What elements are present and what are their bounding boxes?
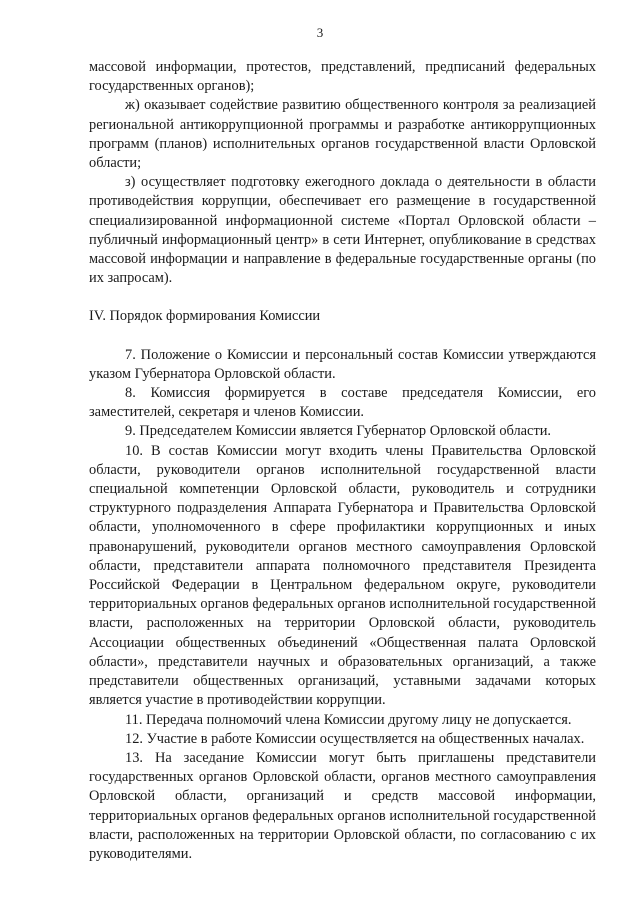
paragraph-13: 13. На заседание Комиссии могут быть приглашены представители государственных органов Орловской области, органов местного самоуправления Орловской области, организаций и средств массовой информации, территориальных органов федеральных органов исполнительной государственной власти, расположенных на территории Орловской области, по согласованию с их руководителями. [89,749,596,862]
document-body [89,58,596,864]
section-title: IV. Порядок формирования Комиссии [89,308,321,325]
paragraph-11: 11. Передача полномочий члена Комиссии другому лицу не допускается. [125,711,572,728]
paragraph-12: 12. Участие в работе Комиссии осуществляется на общественных началах. [125,730,585,747]
page-number: 3 [316,25,324,40]
spacer [89,288,596,307]
paragraph-7: 7. Положение о Комиссии и персональный состав Комиссии утверждаются указом Губернатора Орловской области. [89,346,596,382]
paragraph-continuation: массовой информации, протестов, представлений, предписаний федеральных государственных органов); [89,59,596,95]
paragraph-8: 8. Комиссия формируется в составе председателя Комиссии, его заместителей, секретаря и членов Комиссии. [89,385,596,421]
paragraph-10: 10. В состав Комиссии могут входить члены Правительства Орловской области, руководители органов исполнительной государственной власти специальной компетенции Орловской области, руководитель и сотрудники структурного подразделения Аппарата Губернатора и Правительства Орловской области, уполномоченного в сфере профилактики коррупционных и иных правонарушений, руководители органов местного самоуправления Орловской области, представители аппарата полномочного представителя Президента Российской Федерации в Центральном федеральном округе, руководители территориальных органов федеральных органов исполнительной государственной власти, расположенных на территории Орловской области, руководитель Ассоциации общественных объединений «Общественная палата Орловской области», представители научных и образовательных организаций, а также представители общественных организаций, уставными задачами которых является участие в противодействии коррупции. [89,442,596,709]
spacer [89,327,596,346]
paragraph-9: 9. Председателем Комиссии является Губернатор Орловской области. [125,423,552,440]
paragraph-item-zh: ж) оказывает содействие развитию общественного контроля за реализацией региональной антикоррупционной программы и разработке антикоррупционных программ (планов) исполнительных органов государственной власти Орловской области; [89,97,596,172]
paragraph-item-z: з) осуществляет подготовку ежегодного доклада о деятельности в области противодействия коррупции, обеспечивает его размещение в государственной специализированной информационной системе «Портал Орловской области – публичный информационный центр» в сети Интернет, опубликование в средствах массовой информации и направление в федеральные государственные органы (по их запросам). [89,174,596,287]
